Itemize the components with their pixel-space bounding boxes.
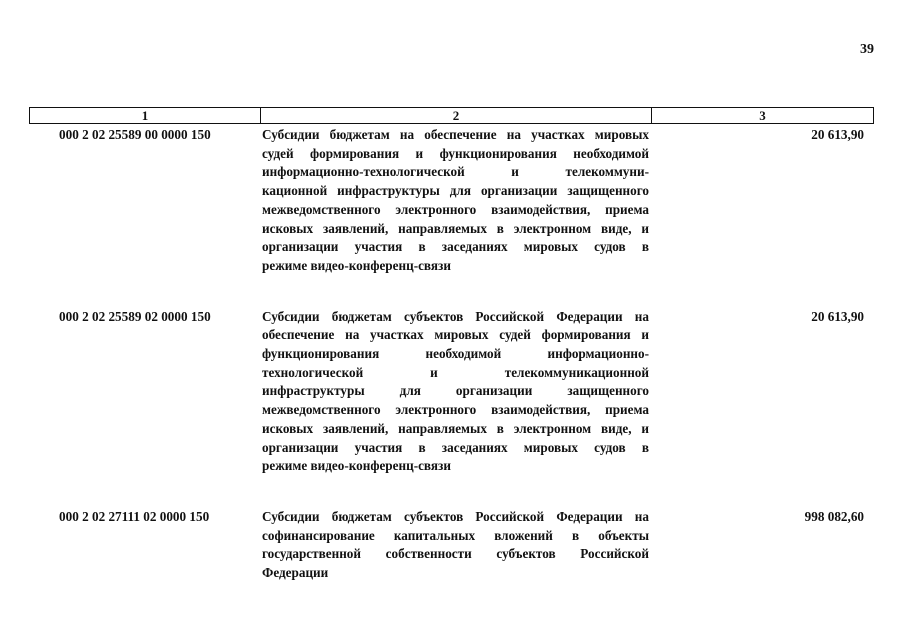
description-line: межведомственного электронного взаимодействия, приема [262,402,649,418]
description-line: Субсидии бюджетам субъектов Российской Федерации на [262,508,649,524]
description-line: Субсидии бюджетам на обеспечение на участках мировых [262,127,649,142]
column-header-1: 1 [30,108,261,123]
description-line: организации участия в заседаниях мировых судов в [262,239,649,255]
description-line: режиме видео-конференц-связи [262,257,451,273]
description-line: организации участия в заседаниях мировых судов в [262,439,649,455]
description-line: технологической и телекоммуникационной [262,364,649,380]
description-line: информационно-технологической и телекоммуни- [262,164,649,180]
amount: 20 613,90 [811,308,864,324]
amount: 20 613,90 [811,127,864,142]
table-row [29,308,874,476]
description-line: режиме видео-конференц-связи [262,458,451,474]
budget-code: 000 2 02 25589 00 0000 150 [59,127,211,142]
description-line: кационной инфраструктуры для организации защищенного [262,183,649,199]
description-line: Субсидии бюджетам субъектов Российской Федерации на [262,308,649,324]
description-line: межведомственного электронного взаимодействия, приема [262,201,649,217]
description-line: исковых заявлений, направляемых в электронном виде, и [262,420,649,436]
description-line: государственной собственности субъектов Российской [262,546,649,562]
income-description [260,126,651,276]
budget-code: 000 2 02 25589 02 0000 150 [59,308,211,324]
description-line: Федерации [262,565,329,581]
table-header-row [29,107,874,124]
income-description [260,508,651,583]
income-description [260,308,651,476]
description-line: функционирования необходимой информационно- [262,346,649,362]
table-row [29,508,874,583]
description-line: исковых заявлений, направляемых в электронном виде, и [262,220,649,236]
table-row [29,126,874,276]
description-line: судей формирования и функционирования необходимой [262,145,649,161]
page-number: 39 [860,42,874,57]
budget-code: 000 2 02 27111 02 0000 150 [59,508,210,524]
amount: 998 082,60 [804,508,864,524]
column-header-2: 2 [261,108,652,123]
description-line: обеспечение на участках мировых судей формирования и [262,327,649,343]
description-line: софинансирование капитальных вложений в объекты [262,527,649,543]
column-header-3: 3 [759,108,766,123]
description-line: инфраструктуры для организации защищенного [262,383,649,399]
budget-table [29,107,874,583]
